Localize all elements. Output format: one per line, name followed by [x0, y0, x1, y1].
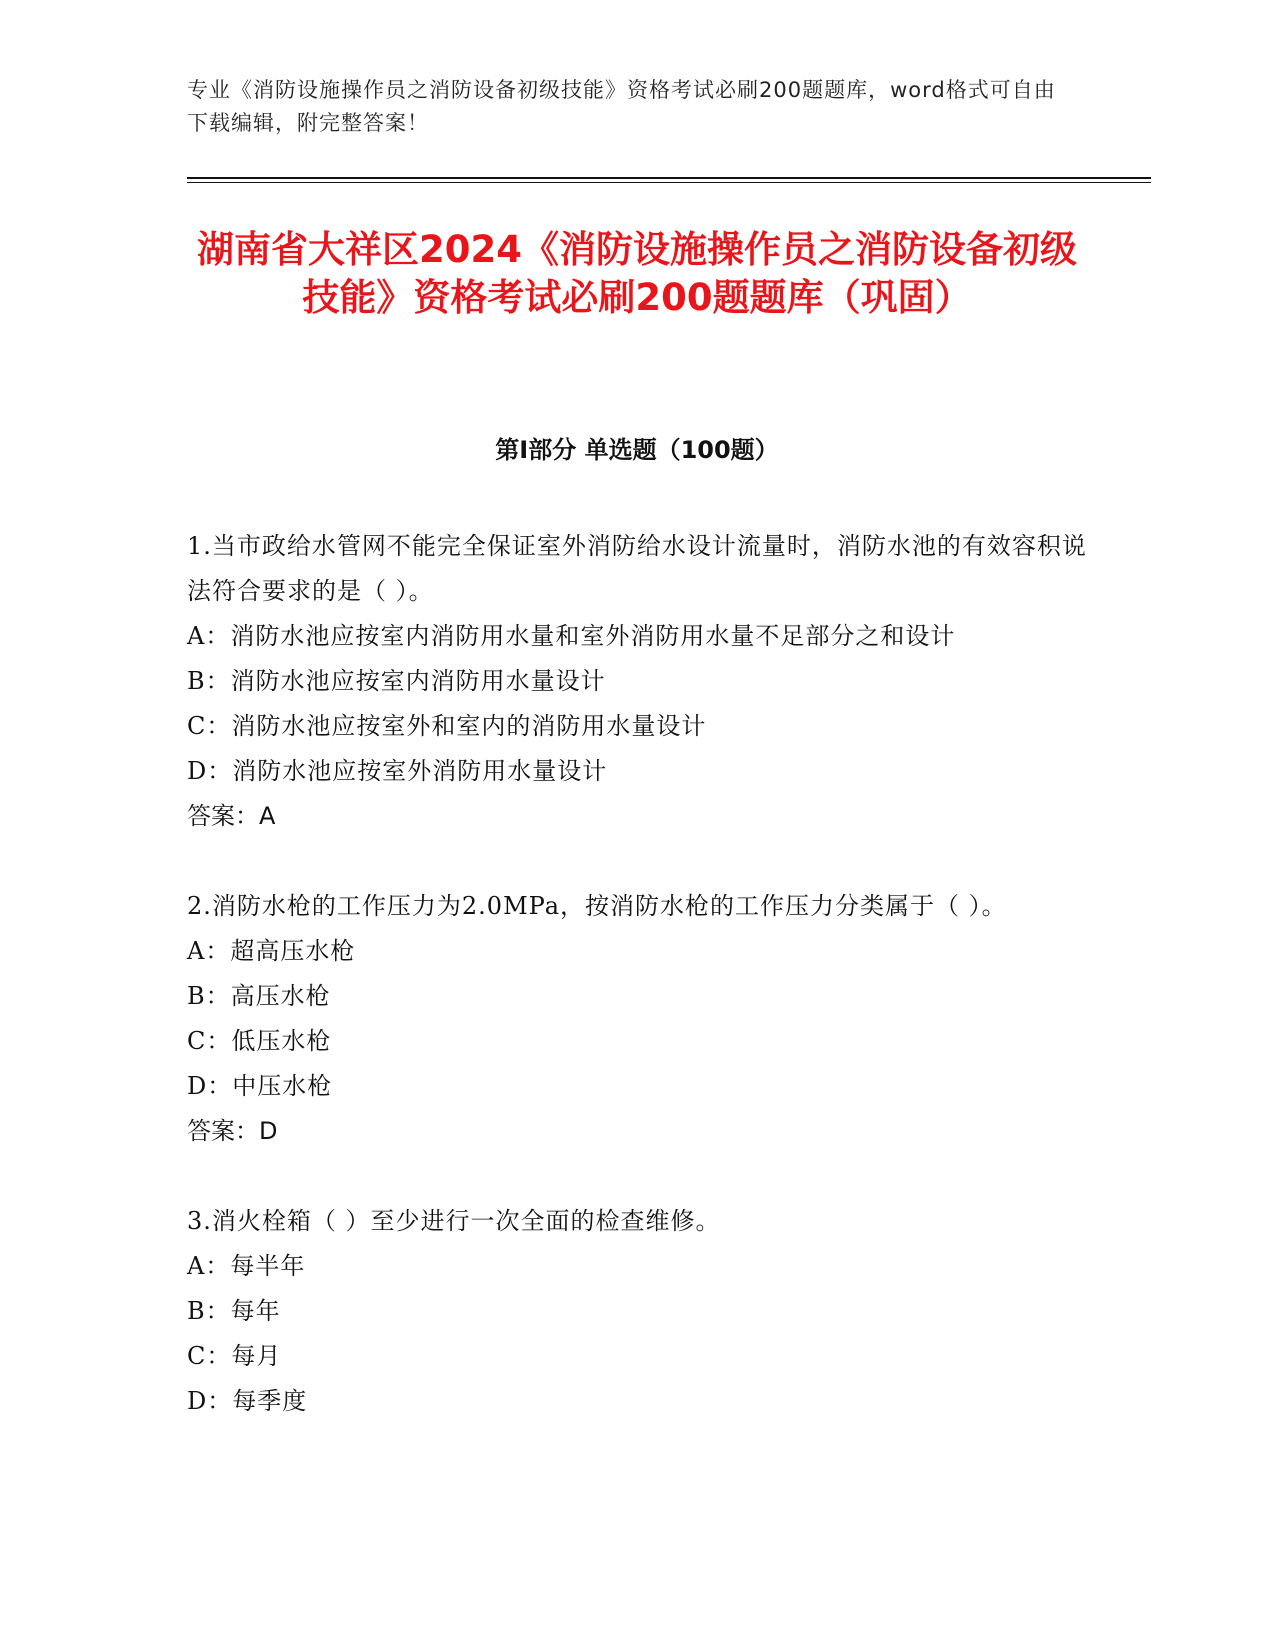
document-title: 湖南省大祥区2024《消防设施操作员之消防设备初级技能》资格考试必刷200题题库（巩固） [197, 228, 1077, 319]
question-option [187, 974, 1087, 1019]
question-option [187, 1379, 1087, 1424]
option-text: 高压水枪 [230, 982, 331, 1010]
option-text: 消防水池应按室外和室内的消防用水量设计 [231, 712, 707, 740]
option-letter: A： [187, 937, 231, 965]
question-item [187, 1199, 1087, 1424]
question-option [187, 614, 1087, 659]
option-letter: D： [187, 757, 233, 785]
question-option [187, 1334, 1087, 1379]
header-note: 专业《消防设施操作员之消防设备初级技能》资格考试必刷200题题库，word格式可自由下载编辑，附完整答案！ [187, 78, 1056, 135]
option-letter: C： [187, 1027, 232, 1055]
option-text: 每月 [231, 1342, 282, 1370]
option-letter: B： [187, 982, 231, 1010]
question-stem: 2.消防水枪的工作压力为2.0MPa，按消防水枪的工作压力分类属于（ ）。 [187, 892, 1007, 920]
option-text: 超高压水枪 [230, 937, 356, 965]
option-text: 每半年 [230, 1252, 306, 1280]
question-option [187, 704, 1087, 749]
option-text: 消防水池应按室外消防用水量设计 [232, 757, 608, 785]
question-option [187, 1019, 1087, 1064]
question-option [187, 1244, 1087, 1289]
question-option [187, 1289, 1087, 1334]
option-letter: A： [187, 1252, 231, 1280]
question-item [187, 884, 1087, 1154]
question-option [187, 929, 1087, 974]
section-heading: 第I部分 单选题（100题） [495, 436, 779, 464]
question-option [187, 749, 1087, 794]
question-list [187, 524, 1087, 1469]
option-text: 低压水枪 [231, 1027, 332, 1055]
option-letter: C： [187, 1342, 232, 1370]
question-item [187, 524, 1087, 839]
option-letter: A： [187, 622, 231, 650]
question-answer: 答案：D [187, 1117, 278, 1145]
option-letter: B： [187, 1297, 231, 1325]
option-text: 消防水池应按室内消防用水量设计 [230, 667, 606, 695]
option-text: 中压水枪 [232, 1072, 333, 1100]
option-text: 消防水池应按室内消防用水量和室外消防用水量不足部分之和设计 [230, 622, 956, 650]
option-letter: B： [187, 667, 231, 695]
header-divider-thick [187, 177, 1151, 179]
question-answer: 答案：A [187, 802, 276, 830]
question-stem: 3.消火栓箱（ ）至少进行一次全面的检查维修。 [187, 1207, 721, 1235]
option-text: 每年 [230, 1297, 281, 1325]
question-option [187, 659, 1087, 704]
option-letter: C： [187, 712, 232, 740]
option-letter: D： [187, 1072, 233, 1100]
question-stem: 1.当市政给水管网不能完全保证室外消防给水设计流量时，消防水池的有效容积说法符合要求的是（ ）。 [187, 532, 1087, 605]
option-text: 每季度 [232, 1387, 308, 1415]
option-letter: D： [187, 1387, 233, 1415]
question-option [187, 1064, 1087, 1109]
header-divider-thin [187, 182, 1151, 183]
